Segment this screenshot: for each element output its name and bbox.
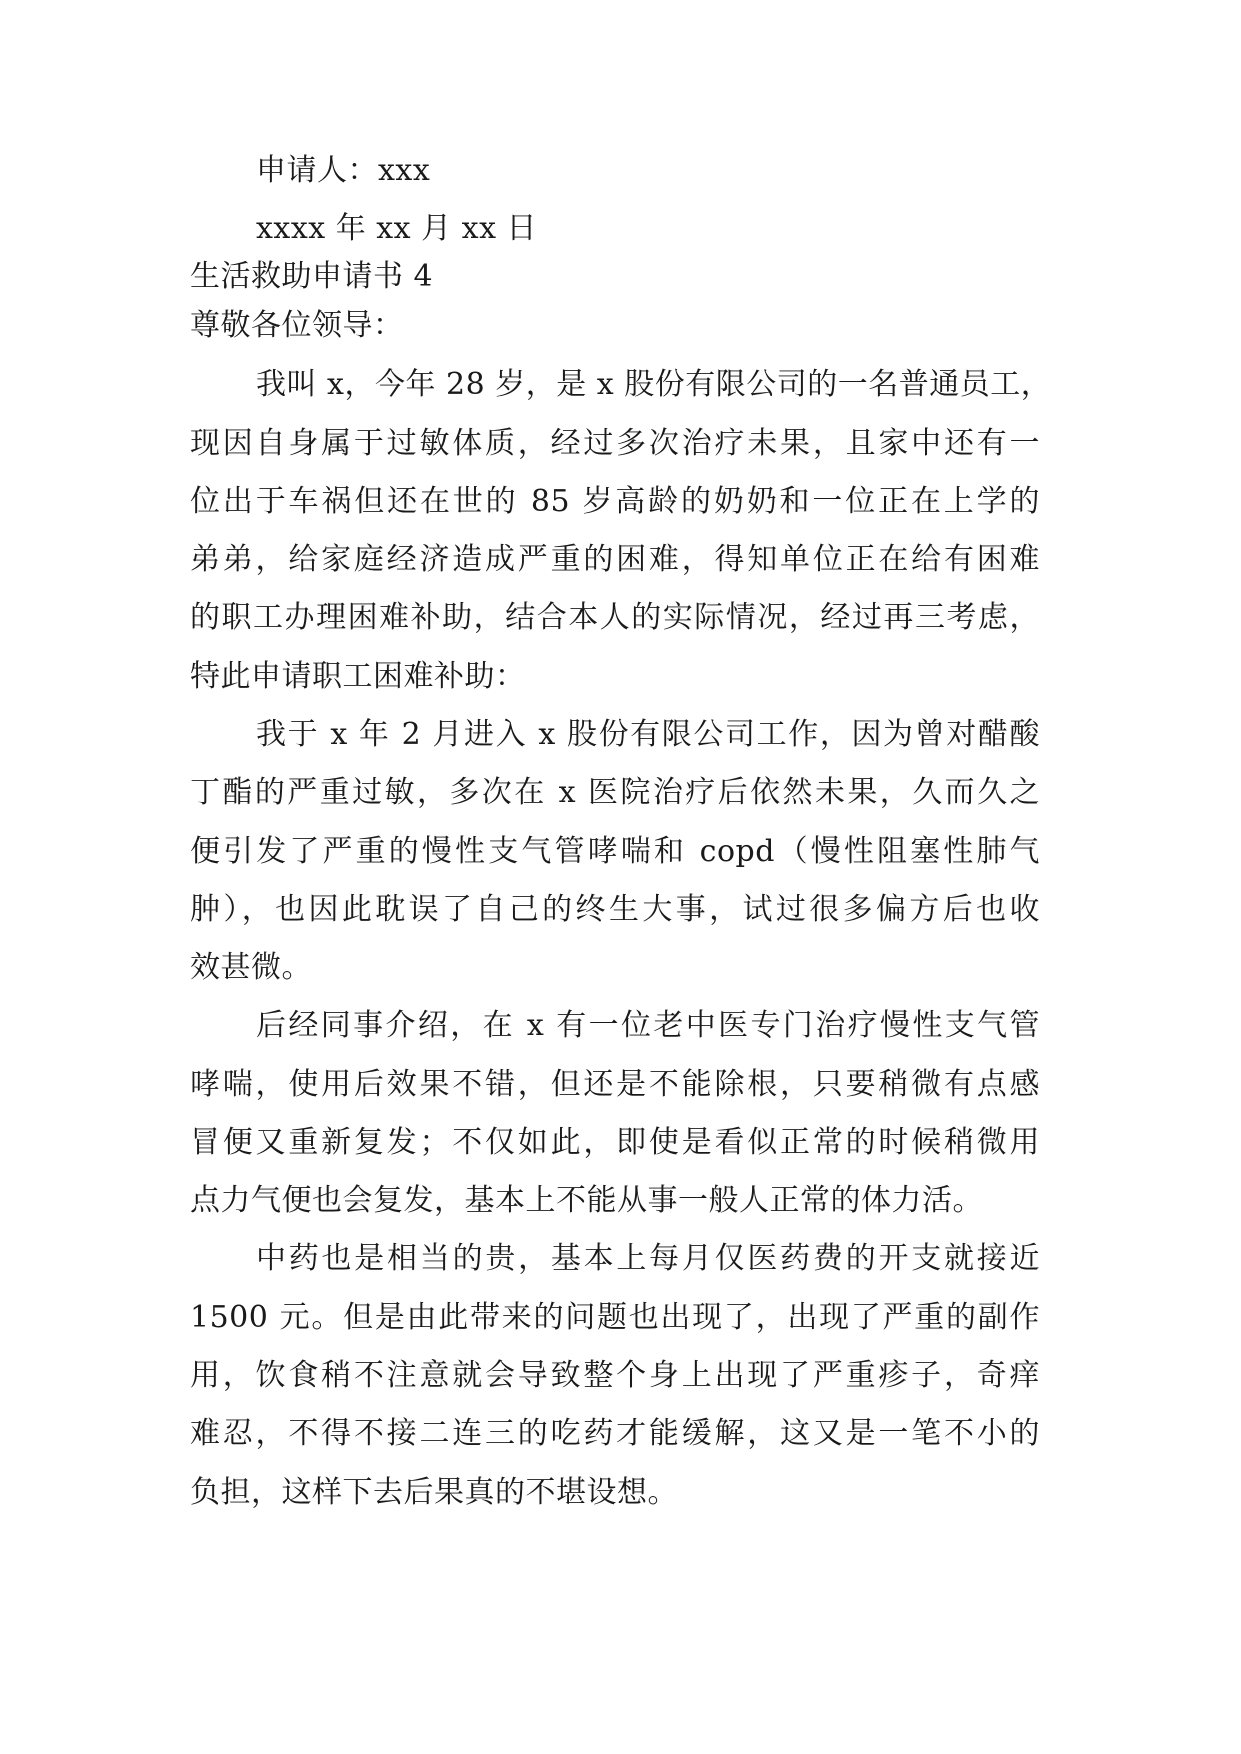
salutation: 尊敬各位领导：	[190, 308, 404, 343]
paragraph-4-line-2: 1500 元。但是由此带来的问题也出现了，出现了严重的副作	[190, 1300, 1040, 1335]
paragraph-1-line-2: 现因自身属于过敏体质，经过多次治疗未果，且家中还有一	[190, 426, 1040, 461]
paragraph-2-line-1: 我于 x 年 2 月进入 x 股份有限公司工作，因为曾对醋酸	[256, 717, 1040, 752]
paragraph-2-line-4: 肿），也因此耽误了自己的终生大事，试过很多偏方后也收	[190, 892, 1040, 927]
paragraph-3-line-4: 点力气便也会复发，基本上不能从事一般人正常的体力活。	[190, 1183, 983, 1218]
paragraph-4-line-3: 用，饮食稍不注意就会导致整个身上出现了严重疹子，奇痒	[190, 1358, 1040, 1393]
paragraph-4-line-4: 难忍，不得不接二连三的吃药才能缓解，这又是一笔不小的	[190, 1416, 1040, 1451]
paragraph-2-line-5: 效甚微。	[190, 950, 312, 985]
paragraph-4-line-5: 负担，这样下去后果真的不堪设想。	[190, 1475, 678, 1510]
paragraph-2-line-2: 丁酯的严重过敏，多次在 x 医院治疗后依然未果，久而久之	[190, 775, 1040, 810]
paragraph-1-line-5: 的职工办理困难补助，结合本人的实际情况，经过再三考虑，	[190, 600, 1040, 635]
paragraph-3-line-1: 后经同事介绍，在 x 有一位老中医专门治疗慢性支气管	[256, 1008, 1040, 1043]
paragraph-1-line-4: 弟弟，给家庭经济造成严重的困难，得知单位正在给有困难	[190, 542, 1040, 577]
paragraph-2-line-3: 便引发了严重的慢性支气管哮喘和 copd（慢性阻塞性肺气	[190, 834, 1040, 869]
date-line: xxxx 年 xx 月 xx 日	[256, 211, 538, 246]
paragraph-4-line-1: 中药也是相当的贵，基本上每月仅医药费的开支就接近	[256, 1241, 1040, 1276]
paragraph-1-line-1: 我叫 x，今年 28 岁，是 x 股份有限公司的一名普通员工，	[256, 367, 1052, 402]
applicant-line: 申请人：xxx	[256, 153, 431, 188]
document-title: 生活救助申请书 4	[190, 259, 434, 294]
paragraph-3-line-2: 哮喘，使用后效果不错，但还是不能除根，只要稍微有点感	[190, 1067, 1040, 1102]
paragraph-1-line-3: 位出于车祸但还在世的 85 岁高龄的奶奶和一位正在上学的	[190, 484, 1040, 519]
paragraph-1-line-6: 特此申请职工困难补助：	[190, 659, 526, 694]
paragraph-3-line-3: 冒便又重新复发；不仅如此，即使是看似正常的时候稍微用	[190, 1125, 1040, 1160]
